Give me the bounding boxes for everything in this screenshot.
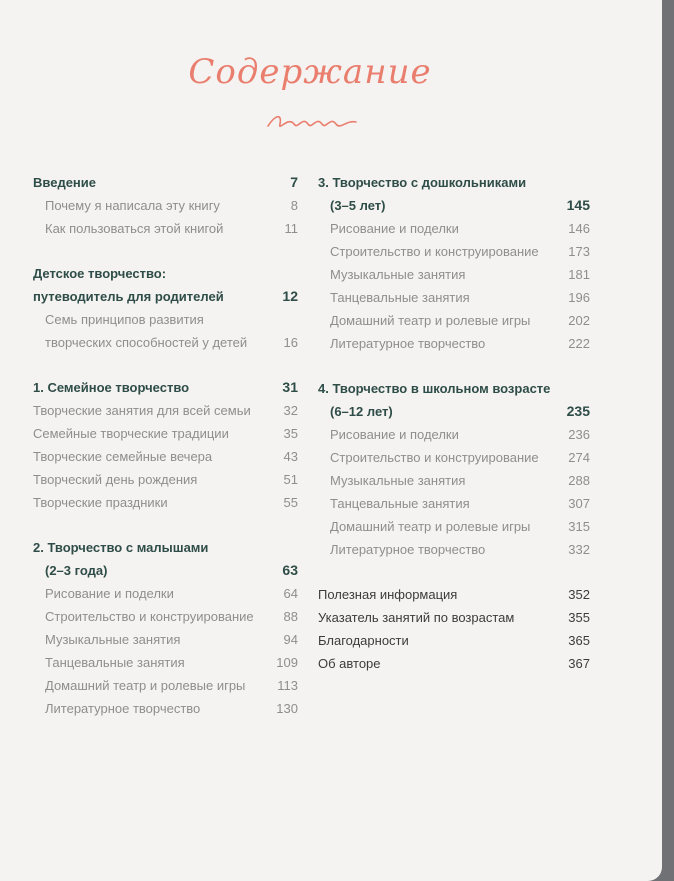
toc-entry: [318, 286, 590, 309]
toc-page-number: 94: [283, 632, 298, 647]
toc-entry: [318, 423, 590, 446]
toc-section-heading: [33, 559, 298, 582]
toc-page-number: 181: [568, 267, 590, 282]
toc-entry-title: Литературное творчество: [330, 336, 486, 351]
toc-entry: [318, 309, 590, 332]
toc-page-number: 7: [290, 174, 298, 190]
toc-entry: [33, 217, 298, 240]
toc-entry-title: Литературное творчество: [45, 701, 201, 716]
toc-page-number: 55: [283, 495, 298, 510]
toc-page-number: 315: [568, 519, 590, 534]
toc-page-number: 355: [568, 610, 590, 625]
toc-entry-title: Рисование и поделки: [45, 586, 174, 601]
toc-entry: [33, 582, 298, 605]
toc-entry-title: Творческий день рождения: [33, 472, 198, 487]
page-title: Содержание: [188, 52, 432, 92]
toc-entry-title: Творческие праздники: [33, 495, 168, 510]
toc-page-number: 12: [282, 288, 298, 304]
toc-page-number: 109: [276, 655, 298, 670]
toc-entry: [33, 445, 298, 468]
toc-entry-title: Благодарности: [318, 633, 409, 648]
toc-entry: [33, 331, 298, 354]
swirl-ornament-icon: [266, 112, 358, 134]
toc-entry-title: Домашний театр и ролевые игры: [330, 313, 531, 328]
toc-section-heading: [33, 171, 298, 194]
toc-entry-title: Как пользоваться этой книгой: [45, 221, 224, 236]
toc-entry-title: Указатель занятий по возрастам: [318, 610, 515, 625]
toc-entry-title: Почему я написала эту книгу: [45, 198, 220, 213]
toc-page-number: 63: [282, 562, 298, 578]
toc-entry: [33, 651, 298, 674]
toc-entry-title: Введение: [33, 175, 96, 190]
toc-page-number: 367: [568, 656, 590, 671]
toc-entry-title: Танцевальные занятия: [330, 496, 470, 511]
toc-entry-title: Танцевальные занятия: [45, 655, 185, 670]
toc-entry-title: путеводитель для родителей: [33, 289, 224, 304]
toc-entry-title: Танцевальные занятия: [330, 290, 470, 305]
toc-entry-title: Семейные творческие традиции: [33, 426, 229, 441]
toc-entry: [318, 469, 590, 492]
toc-section-heading: [33, 376, 298, 399]
toc-entry: [33, 605, 298, 628]
toc-entry-title: Строительство и конструирование: [45, 609, 254, 624]
toc-entry-title: 2. Творчество с малышами: [33, 540, 209, 555]
toc-entry: [33, 628, 298, 651]
toc-page-number: 31: [282, 379, 298, 395]
toc-entry: [318, 263, 590, 286]
toc-entry-title: Строительство и конструирование: [330, 450, 539, 465]
toc-page-number: 88: [283, 609, 298, 624]
toc-page-number: 196: [568, 290, 590, 305]
toc-entry-title: Литературное творчество: [330, 542, 486, 557]
toc-page-number: 51: [283, 472, 298, 487]
toc-entry-title: 4. Творчество в школьном возрасте: [318, 381, 551, 396]
toc-entry: [33, 194, 298, 217]
toc-entry-title: Творческие семейные вечера: [33, 449, 213, 464]
toc-entry-title: (2–3 года): [45, 563, 108, 578]
toc-spacer: [318, 355, 590, 377]
toc-page-number: 236: [568, 427, 590, 442]
toc-page-number: 130: [276, 701, 298, 716]
toc-page-number: 113: [277, 678, 298, 693]
toc-entry: [33, 468, 298, 491]
toc-spacer: [33, 240, 298, 262]
toc-page-number: 43: [283, 449, 298, 464]
toc-entry-title: (3–5 лет): [330, 198, 386, 213]
toc-page-number: 145: [566, 197, 590, 213]
toc-entry: [318, 583, 590, 606]
toc-page-number: 288: [568, 473, 590, 488]
toc-section-heading: [318, 377, 590, 400]
toc-column-left: [33, 171, 298, 720]
toc-entry: [318, 606, 590, 629]
toc-entry: [318, 332, 590, 355]
toc-entry-title: Домашний театр и ролевые игры: [330, 519, 531, 534]
toc-entry: [318, 446, 590, 469]
toc-page-number: 16: [283, 335, 298, 350]
toc-page-number: 11: [284, 221, 298, 236]
toc-page-number: 352: [568, 587, 590, 602]
toc-page-number: 202: [568, 313, 590, 328]
toc-entry-title: Домашний театр и ролевые игры: [45, 678, 246, 693]
toc-entry: [318, 217, 590, 240]
toc-section-heading: [33, 285, 298, 308]
toc-page-number: 146: [568, 221, 590, 236]
toc-entry-title: творческих способностей у детей: [45, 335, 248, 350]
toc-spacer: [33, 354, 298, 376]
toc-entry-title: Полезная информация: [318, 587, 458, 602]
toc-entry-title: Музыкальные занятия: [45, 632, 181, 647]
toc-entry: [33, 674, 298, 697]
toc-page-number: 307: [568, 496, 590, 511]
toc-page-number: 274: [568, 450, 590, 465]
toc-spacer: [318, 561, 590, 583]
toc-section-heading: [33, 262, 298, 285]
toc-section-heading: [318, 171, 590, 194]
toc-entry: [318, 240, 590, 263]
toc-column-right: [318, 171, 590, 675]
toc-page-number: 32: [283, 403, 298, 418]
toc-page-number: 64: [283, 586, 298, 601]
toc-section-heading: [318, 400, 590, 423]
toc-entry: [318, 492, 590, 515]
toc-page-number: 222: [568, 336, 590, 351]
toc-entry-title: (6–12 лет): [330, 404, 393, 419]
toc-entry-title: Рисование и поделки: [330, 427, 459, 442]
toc-entry: [33, 491, 298, 514]
toc-entry-title: Рисование и поделки: [330, 221, 459, 236]
toc-entry: [318, 515, 590, 538]
toc-entry-title: Об авторе: [318, 656, 381, 671]
toc-entry-title: Музыкальные занятия: [330, 473, 466, 488]
toc-page-number: 365: [568, 633, 590, 648]
toc-entry: [318, 629, 590, 652]
toc-page-number: 332: [568, 542, 590, 557]
toc-entry-title: 1. Семейное творчество: [33, 380, 190, 395]
toc-section-heading: [33, 536, 298, 559]
toc-entry-title: Творческие занятия для всей семьи: [33, 403, 251, 418]
toc-page-number: 8: [290, 198, 298, 213]
toc-page-number: 35: [283, 426, 298, 441]
toc-entry-title: 3. Творчество с дошкольниками: [318, 175, 527, 190]
toc-entry: [33, 697, 298, 720]
toc-entry: [318, 652, 590, 675]
toc-entry-title: Музыкальные занятия: [330, 267, 466, 282]
toc-page-number: 235: [566, 403, 590, 419]
toc-entry-title: Семь принципов развития: [45, 312, 204, 327]
toc-section-heading: [318, 194, 590, 217]
toc-entry: [33, 308, 298, 331]
toc-page-number: 173: [568, 244, 590, 259]
toc-spacer: [33, 514, 298, 536]
toc-entry-title: Детское творчество:: [33, 266, 167, 281]
toc-entry: [33, 422, 298, 445]
toc-entry: [318, 538, 590, 561]
toc-entry-title: Строительство и конструирование: [330, 244, 539, 259]
toc-entry: [33, 399, 298, 422]
